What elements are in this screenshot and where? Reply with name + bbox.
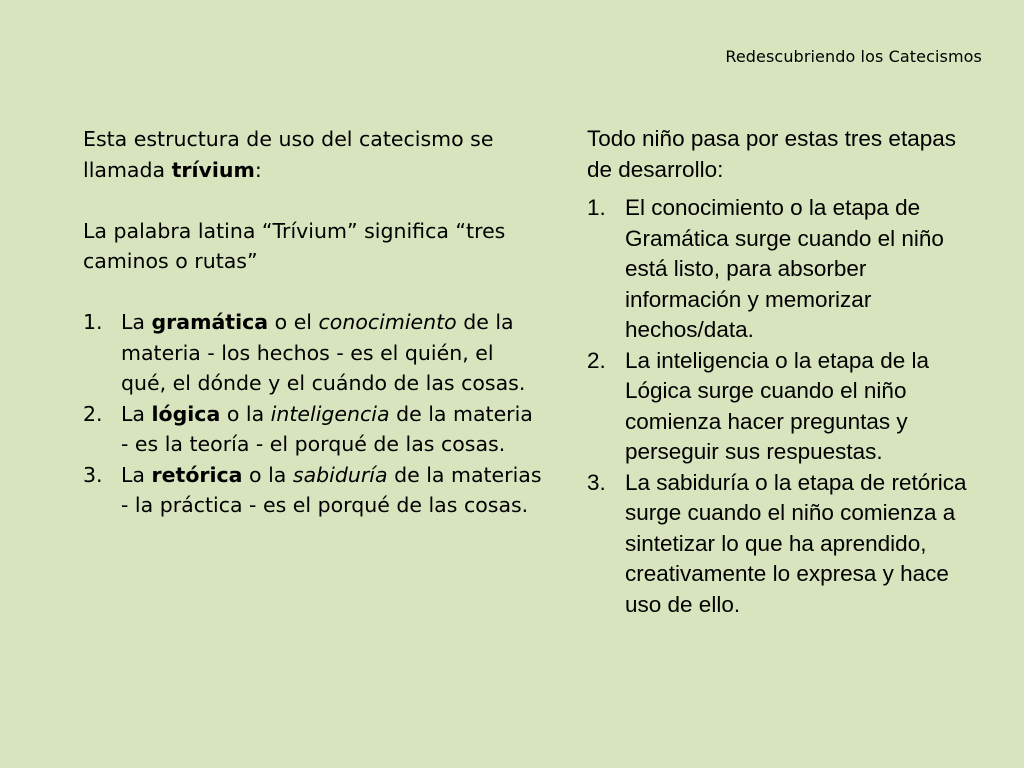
right-column: [587, 124, 987, 620]
list-item: [587, 346, 987, 468]
item-text: o el: [268, 310, 319, 334]
item-text: La: [121, 462, 152, 487]
list-item: [83, 307, 543, 399]
stages-intro: Todo niño pasa por estas tres etapas de desarrollo:: [587, 126, 956, 182]
item-text: de la materias - la práctica - es el porqué de las cosas.: [121, 462, 542, 517]
list-item: [83, 399, 543, 460]
list-number: 2.: [83, 401, 103, 426]
item-text: o la: [242, 462, 293, 487]
trivium-term: trívium: [171, 157, 255, 182]
item-synonym: sabiduría: [292, 462, 388, 487]
stages-list: [587, 193, 987, 620]
item-term: gramática: [151, 310, 269, 334]
list-number: 3.: [83, 462, 103, 487]
intro-text: Esta estructura de uso del catecismo se llamada: [83, 127, 494, 182]
list-item: [587, 193, 987, 346]
list-number: 1.: [83, 310, 103, 334]
latin-meaning-paragraph: La palabra latina “Trívium” significa “tres caminos o rutas”: [83, 218, 506, 273]
page-header-title: Redescubriendo los Catecismos: [725, 47, 982, 66]
item-text: de la materia - es la teoría - el porqué de las cosas.: [121, 401, 533, 456]
list-number: 3.: [587, 469, 606, 495]
item-text: La: [121, 401, 152, 426]
item-text: de la materia - los hechos - es el quién, el qué, el dónde y el cuándo de las cosas.: [121, 310, 526, 395]
trivium-list: [83, 307, 543, 521]
list-item: [587, 468, 987, 621]
stage-text: El conocimiento o la etapa de Gramática surge cuando el niño está listo, para absorber información y memorizar hechos/data.: [625, 195, 944, 342]
stage-text: La inteligencia o la etapa de la Lógica surge cuando el niño comienza hacer preguntas y perseguir sus respuestas.: [625, 347, 929, 464]
list-item: [83, 460, 543, 521]
item-text: o la: [220, 401, 271, 426]
item-synonym: inteligencia: [270, 401, 390, 426]
stage-text: La sabiduría o la etapa de retórica surge cuando el niño comienza a sintetizar lo que ha aprendido, creativamente lo expresa y hace uso de ello.: [625, 469, 967, 617]
left-column: [83, 124, 543, 521]
item-term: retórica: [151, 462, 243, 487]
list-number: 1.: [587, 195, 606, 220]
intro-colon: :: [254, 157, 262, 182]
item-synonym: conocimiento: [318, 310, 457, 334]
intro-paragraph: [83, 124, 543, 185]
item-term: lógica: [151, 401, 221, 426]
list-number: 2.: [587, 347, 606, 373]
item-text: La: [121, 310, 152, 334]
